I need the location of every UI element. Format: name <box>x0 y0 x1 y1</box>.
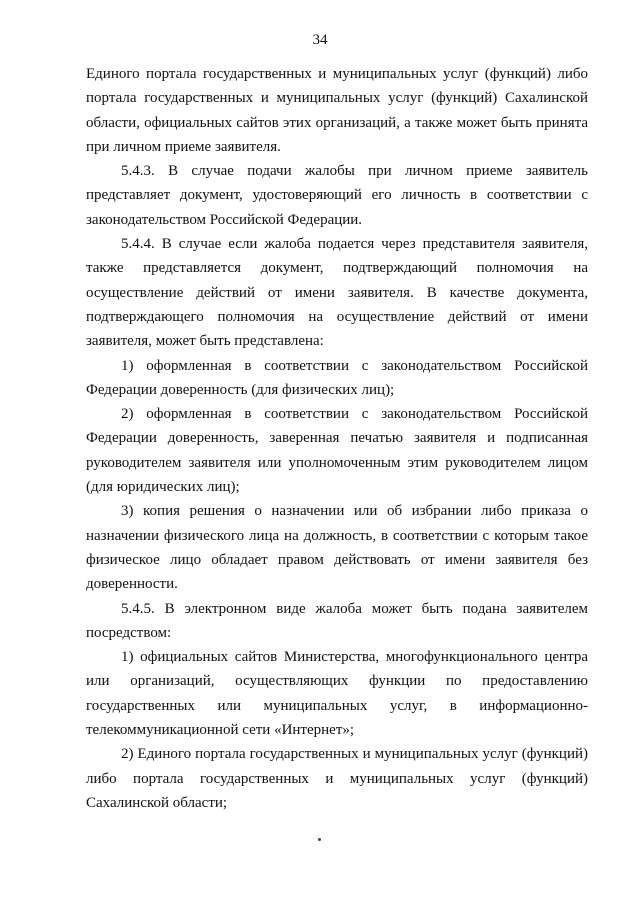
text-line: осуществление действий от имени заявителя. В качестве документа, <box>86 284 588 301</box>
text-line: 5.4.4. В случае если жалоба подается через представителя заявителя, <box>121 236 588 253</box>
paragraph-5-4-4 <box>86 232 588 353</box>
text-line: подтверждающего полномочия на осуществление действий от имени <box>86 308 588 325</box>
text-line: 5.4.5. В электронном виде жалоба может быть подана заявителем <box>121 600 588 617</box>
document-body <box>86 62 588 815</box>
text-line: законодательством Российской Федерации. <box>86 211 363 228</box>
paragraph-continuation <box>86 62 588 159</box>
list-item-2-unified-portal <box>86 742 588 815</box>
text-line: (для юридических лиц); <box>86 479 240 496</box>
text-line: при личном приеме заявителя. <box>86 138 281 155</box>
text-line: физическое лицо обладает правом действовать от имени заявителя без <box>86 551 588 568</box>
list-item-1-official-websites <box>86 645 588 742</box>
text-line: 5.4.3. В случае подачи жалобы при личном приеме заявитель <box>121 163 588 180</box>
text-line: государственных или муниципальных услуг, в информационно- <box>86 697 588 714</box>
text-line: доверенности. <box>86 576 178 593</box>
text-line: 2) оформленная в соответствии с законодательством Российской <box>121 406 588 423</box>
page-number: 34 <box>312 32 328 48</box>
text-line: 3) копия решения о назначении или об избрании либо приказа о <box>121 503 588 520</box>
text-line: также представляется документ, подтверждающий полномочия на <box>86 260 588 277</box>
list-item-2-power-of-attorney-legal-entities <box>86 402 588 499</box>
paragraph-5-4-5 <box>86 597 588 646</box>
text-line: посредством: <box>86 624 172 641</box>
text-line: Единого портала государственных и муниципальных услуг (функций) либо <box>86 66 588 82</box>
text-line: или организаций, осуществляющих функции по предоставлению <box>86 673 588 690</box>
text-line: 1) оформленная в соответствии с законодательством Российской <box>121 357 588 374</box>
text-line: Федерации доверенность, заверенная печатью заявителя и подписанная <box>86 430 588 447</box>
list-item-3-appointment-decision <box>86 499 588 596</box>
text-line: либо портала государственных и муниципальных услуг (функций) <box>86 770 588 787</box>
paragraph-5-4-3 <box>86 159 588 232</box>
text-line: 2) Единого портала государственных и муниципальных услуг (функций) <box>121 746 588 763</box>
text-line: Федерации доверенность (для физических лиц); <box>86 381 395 398</box>
text-line: портала государственных и муниципальных услуг (функций) Сахалинской <box>86 90 588 107</box>
list-item-1-power-of-attorney-individuals <box>86 354 588 403</box>
text-line: заявителя, может быть представлена: <box>86 333 324 350</box>
text-line: назначении физического лица на должность, в соответствии с которым такое <box>86 527 588 544</box>
text-line: руководителем заявителя или уполномоченным этим руководителем лицом <box>86 454 588 471</box>
text-line: телекоммуникационной сети «Интернет»; <box>86 722 355 739</box>
text-line: 1) официальных сайтов Министерства, многофункционального центра <box>121 649 588 666</box>
scan-speck <box>318 838 321 841</box>
text-line: Сахалинской области; <box>86 794 228 811</box>
text-line: представляет документ, удостоверяющий его личность в соответствии с <box>86 187 588 204</box>
text-line: области, официальных сайтов этих организаций, а также может быть принята <box>86 114 588 131</box>
